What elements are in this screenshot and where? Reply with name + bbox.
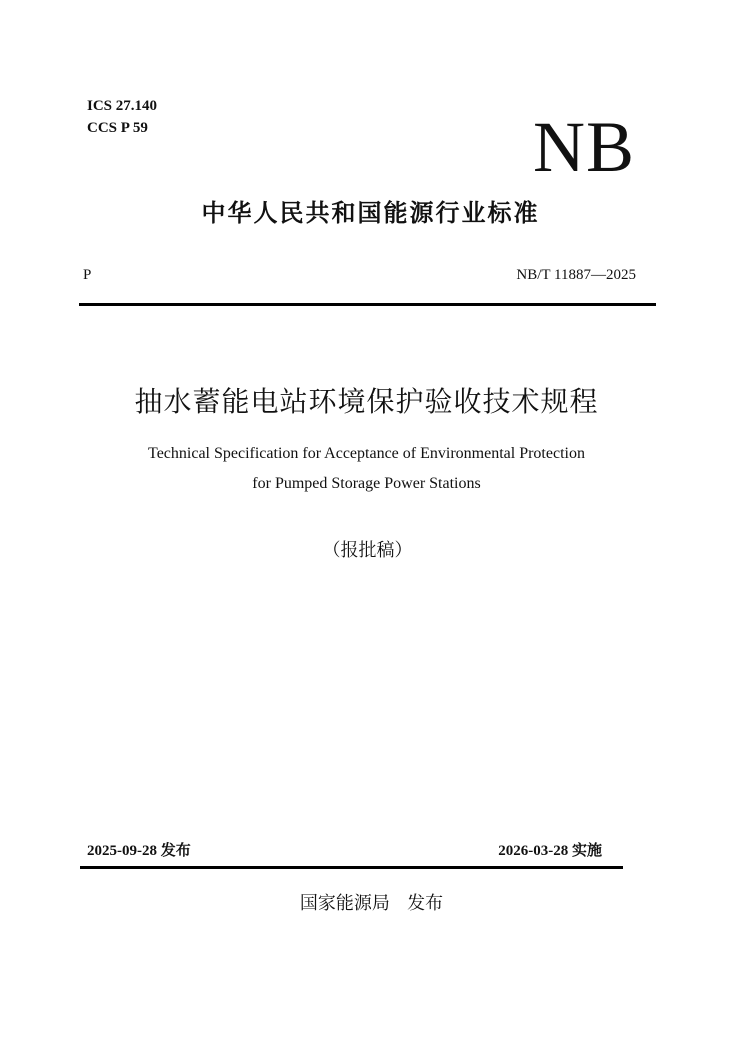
publication-date: 2025-09-28 发布 (87, 843, 191, 859)
nb-logo: NB (532, 107, 635, 187)
bottom-divider (80, 866, 623, 869)
implementation-date: 2026-03-28 实施 (498, 843, 602, 859)
ccs-code: CCS P 59 (87, 120, 148, 136)
top-divider (79, 303, 656, 306)
english-title-line-1: Technical Specification for Acceptance of Environmental Protection (148, 445, 585, 462)
draft-stage-label: （报批稿） (322, 540, 413, 561)
standard-number: NB/T 11887—2025 (516, 267, 636, 283)
english-title-line-2: for Pumped Storage Power Stations (252, 475, 481, 492)
chinese-title: 抽水蓄能电站环境保护验收技术规程 (134, 385, 599, 418)
ics-code: ICS 27.140 (87, 98, 158, 114)
category-letter: P (83, 267, 92, 283)
industry-standard-title: 中华人民共和国能源行业标准 (201, 199, 540, 227)
publisher: 国家能源局 发布 (299, 893, 444, 914)
